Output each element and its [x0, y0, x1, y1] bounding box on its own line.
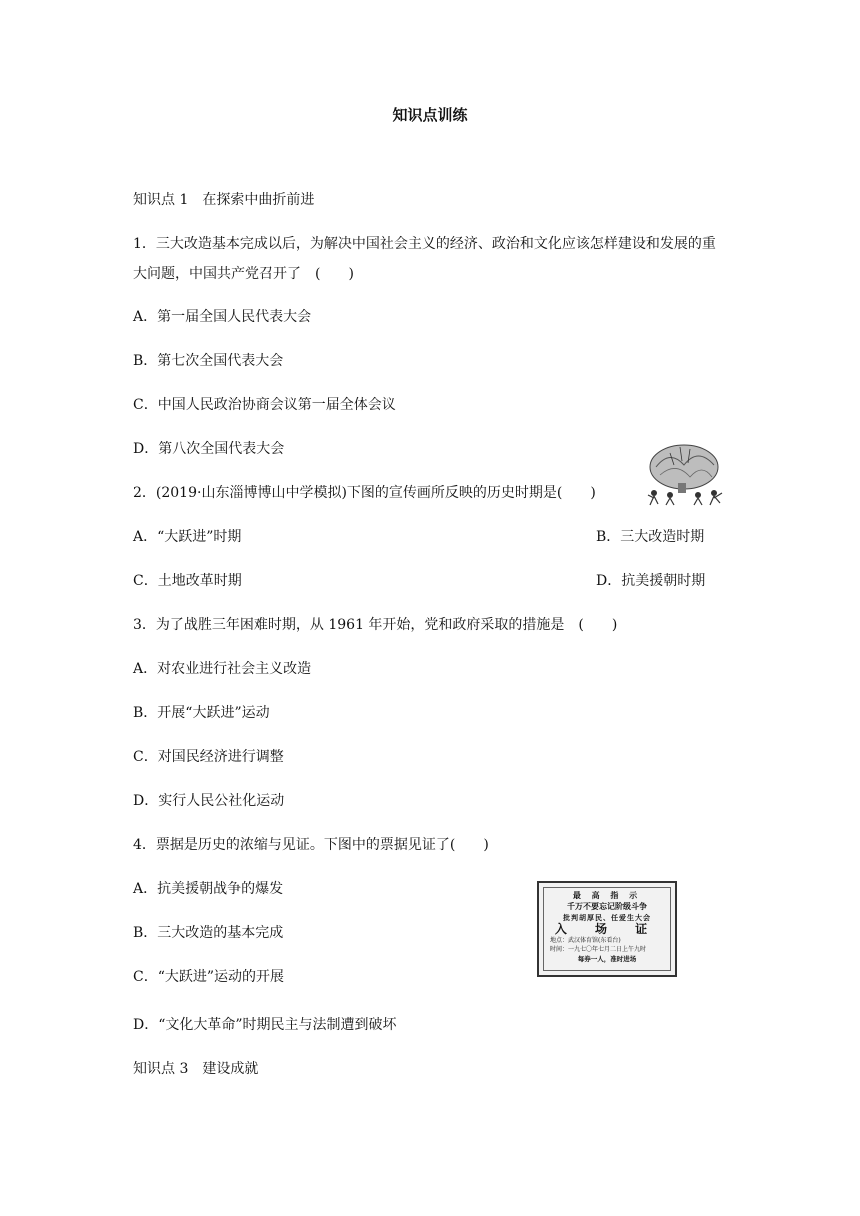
q1-option-a: A．第一届全国人民代表大会 — [133, 309, 312, 325]
q3-option-a: A．对农业进行社会主义改造 — [133, 661, 312, 677]
q1-stem-line2: 大问题，中国共产党召开了 ( ) — [133, 266, 354, 282]
q4-option-b: B．三大改造的基本完成 — [133, 925, 284, 941]
q3-option-d: D．实行人民公社化运动 — [133, 793, 285, 809]
q2-option-c: C．土地改革时期 — [133, 573, 242, 589]
ticket-line-3: 批判胡厚民、任爱生大会 — [563, 913, 651, 922]
q3-option-b: B．开展“大跃进”运动 — [133, 705, 270, 721]
ticket-line-6: 时间：一九七〇年七月二日上午九时 — [550, 946, 647, 953]
q1-option-c: C．中国人民政治协商会议第一届全体会议 — [133, 397, 396, 413]
ticket-line-4: 入 场 证 — [554, 922, 660, 936]
q2-option-a: A．“大跃进”时期 — [133, 529, 242, 545]
ticket-line-2: 千万不要忘记阶级斗争 — [567, 901, 647, 911]
ticket-line-7: 每券一人，准时进场 — [577, 955, 637, 963]
ticket-line-1: 最 高 指 示 — [572, 890, 642, 900]
section-heading-3: 知识点 3 建设成就 — [133, 1061, 259, 1077]
section-heading-1: 知识点 1 在探索中曲折前进 — [133, 192, 315, 208]
q1-option-d: D．第八次全国代表大会 — [133, 441, 285, 457]
propaganda-poster-image — [640, 443, 726, 506]
q1-stem-line1: 1．三大改造基本完成以后，为解决中国社会主义的经济、政治和文化应该怎样建设和发展的重 — [133, 236, 716, 252]
q2-stem: 2．(2019·山东淄博博山中学模拟)下图的宣传画所反映的历史时期是( ) — [133, 485, 596, 501]
q4-option-a: A．抗美援朝战争的爆发 — [133, 881, 284, 897]
q3-option-c: C．对国民经济进行调整 — [133, 749, 284, 765]
q4-stem: 4．票据是历史的浓缩与见证。下图中的票据见证了( ) — [133, 837, 489, 853]
q2-option-b: B．三大改造时期 — [596, 529, 705, 545]
q3-stem: 3．为了战胜三年困难时期，从 1961 年开始，党和政府采取的措施是 ( ) — [133, 617, 618, 633]
admission-ticket-image — [537, 881, 677, 977]
q4-option-d: D．“文化大革命”时期民主与法制遭到破坏 — [133, 1017, 397, 1033]
q4-option-c: C．“大跃进”运动的开展 — [133, 969, 285, 985]
ticket-line-5: 地点：武汉体育馆(东看台) — [550, 937, 621, 944]
q1-option-b: B．第七次全国代表大会 — [133, 353, 284, 369]
q2-option-d: D．抗美援朝时期 — [596, 573, 706, 589]
page-title: 知识点训练 — [392, 106, 468, 124]
